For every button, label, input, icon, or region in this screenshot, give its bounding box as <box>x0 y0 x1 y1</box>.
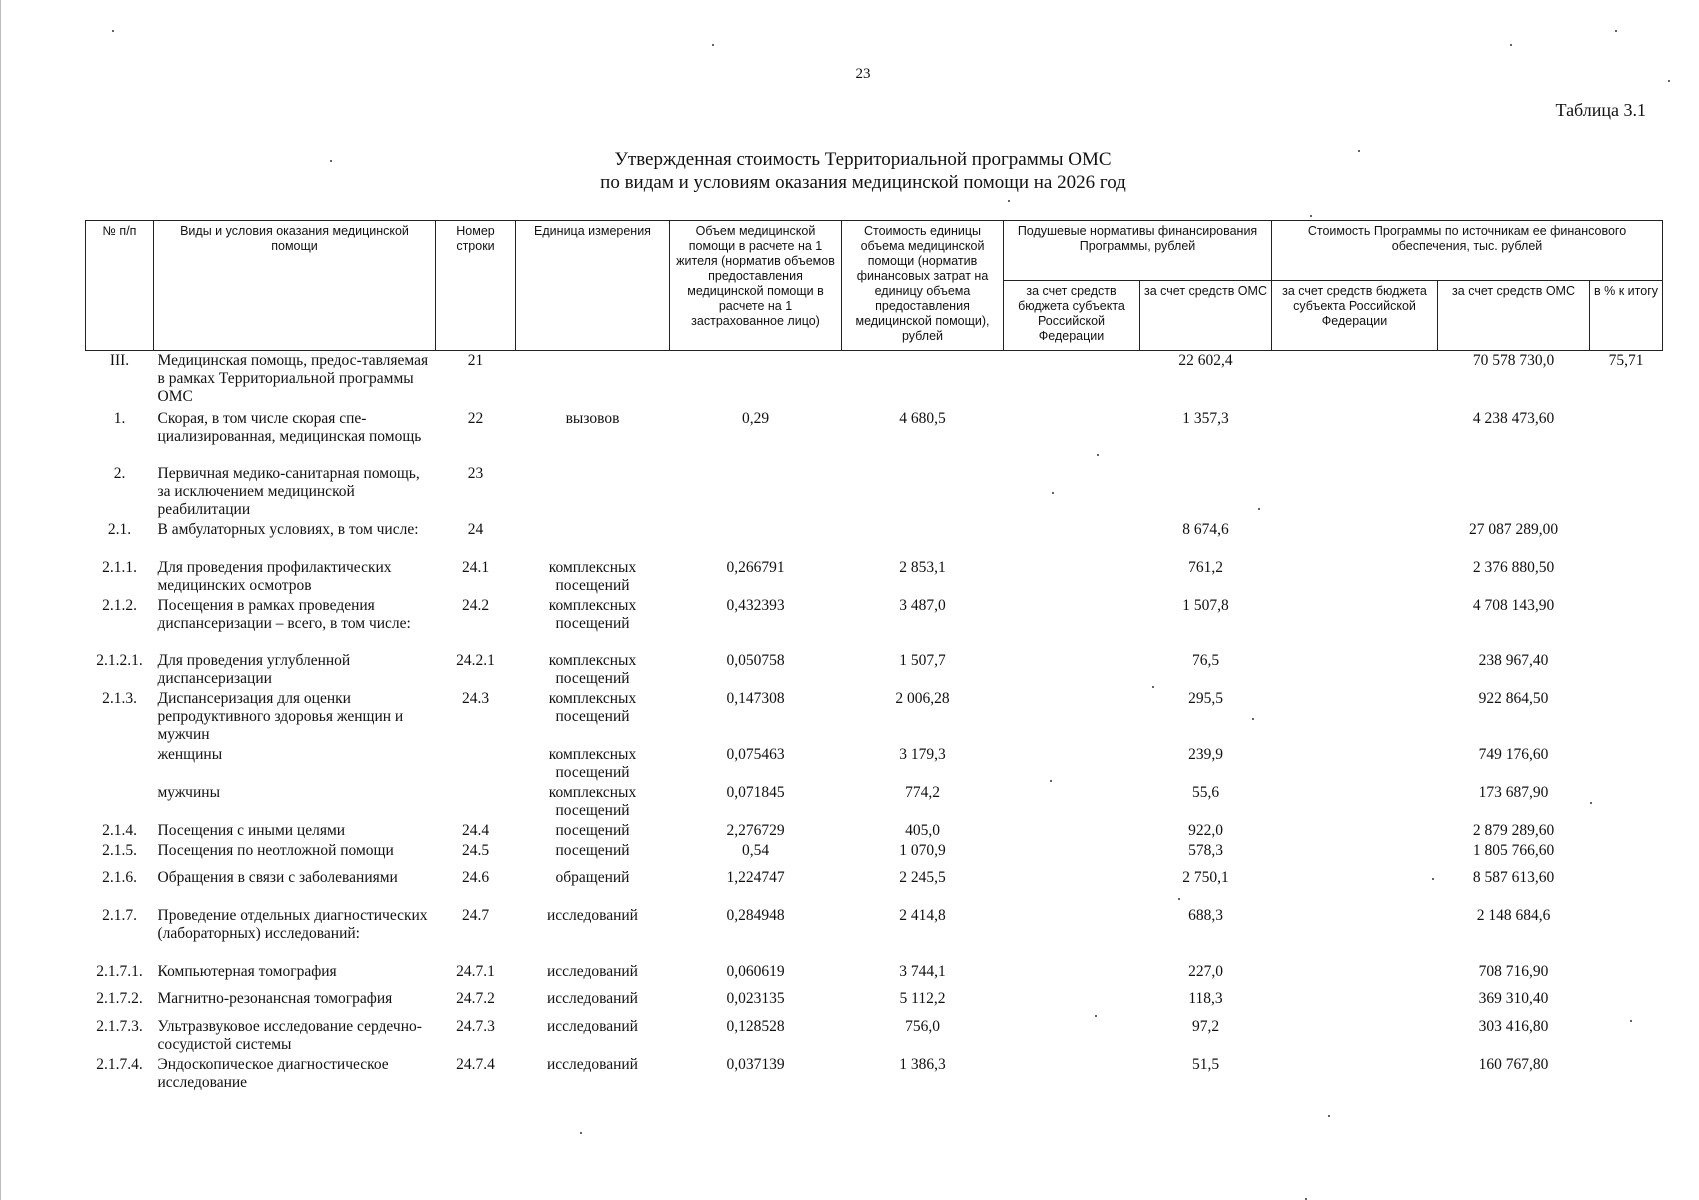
row-name-cell: Скорая, в том числе скорая спе-циализированная, медицинская помощь <box>157 409 422 445</box>
row-name-cell: Магнитно-резонансная томография <box>157 989 393 1007</box>
table-row <box>86 906 1663 962</box>
row-per-capita-budget-cell <box>1004 351 1140 409</box>
row-program-oms-cell: 922 864,50 <box>1478 689 1549 707</box>
row-code-cell: 24.6 <box>461 868 490 886</box>
row-percent-cell <box>1590 745 1663 783</box>
row-code-cell: 24.4 <box>461 821 490 839</box>
row-number-cell <box>86 745 154 783</box>
table-row <box>86 1055 1663 1093</box>
row-program-budget-cell <box>1272 1017 1438 1055</box>
scan-speck <box>1008 200 1010 202</box>
row-program-budget-cell <box>1272 351 1438 409</box>
scan-speck <box>1328 1115 1330 1117</box>
row-per-capita-oms-cell: 578,3 <box>1188 841 1223 859</box>
row-code-cell: 24.7.2 <box>456 989 495 1007</box>
row-number-cell: 2.1.7.3. <box>96 1017 143 1035</box>
scan-speck <box>1152 686 1154 688</box>
row-per-capita-budget-cell <box>1004 821 1140 841</box>
table-header <box>86 221 1663 351</box>
row-program-oms-cell: 160 767,80 <box>1478 1055 1549 1073</box>
row-unit-cost-cell: 774,2 <box>905 783 940 801</box>
row-number-cell: 2.1.3. <box>102 689 137 707</box>
row-per-capita-oms-cell: 227,0 <box>1188 962 1223 980</box>
row-number-cell: 2.1.6. <box>102 868 137 886</box>
row-program-oms-cell <box>1438 464 1590 520</box>
row-code-cell <box>436 745 516 783</box>
header-kind: Виды и условия оказания медицинской помощи <box>154 221 436 351</box>
row-name-cell: Диспансеризация для оценки репродуктивного здоровья женщин и мужчин <box>157 689 404 743</box>
row-number-cell <box>86 783 154 821</box>
row-per-capita-oms-cell: 239,9 <box>1188 745 1223 763</box>
header-row-no: Номер строки <box>436 221 516 351</box>
row-program-budget-cell <box>1272 745 1438 783</box>
scan-speck <box>1432 878 1434 880</box>
row-program-oms-cell: 70 578 730,0 <box>1472 352 1555 369</box>
scan-speck <box>1252 718 1254 720</box>
row-program-budget-cell <box>1272 464 1438 520</box>
row-unit-cost-cell <box>842 520 1004 558</box>
row-program-budget-cell <box>1272 841 1438 868</box>
row-unit-cost-cell: 4 680,5 <box>899 409 946 427</box>
row-program-budget-cell <box>1272 689 1438 745</box>
row-per-capita-oms-cell: 22 602,4 <box>1178 352 1233 369</box>
header-cost-unit: Стоимость единицы объема медицинской помощи (норматив финансовых затрат на единицу объема предоставления медицинской помощи), рублей <box>842 221 1004 351</box>
row-percent-cell <box>1590 841 1663 868</box>
row-per-capita-oms-cell: 688,3 <box>1188 906 1223 924</box>
table-row <box>86 520 1663 558</box>
row-percent-cell <box>1590 689 1663 745</box>
row-program-oms-cell: 2 376 880,50 <box>1472 558 1555 576</box>
scan-speck <box>1590 802 1592 804</box>
cost-table <box>85 220 1663 1093</box>
row-percent-cell <box>1590 821 1663 841</box>
row-number-cell: 1. <box>113 409 126 427</box>
row-per-capita-oms-cell: 55,6 <box>1191 783 1220 801</box>
scan-speck <box>1178 898 1180 900</box>
row-unit-cost-cell: 3 744,1 <box>899 962 946 980</box>
table-row <box>86 821 1663 841</box>
table-row <box>86 745 1663 783</box>
row-name-cell: Для проведения углубленной диспансеризации <box>157 651 351 687</box>
row-volume-cell: 0,050758 <box>726 651 785 669</box>
row-volume-cell: 0,432393 <box>726 596 785 614</box>
row-volume-cell: 0,29 <box>741 409 770 427</box>
header-per-capita: Подушевые нормативы финансирования Программы, рублей <box>1004 221 1272 281</box>
header-per-capita-budget: за счет средств бюджета субъекта Российской Федерации <box>1004 281 1140 351</box>
row-per-capita-oms-cell: 97,2 <box>1191 1017 1220 1035</box>
row-name-cell: Посещения по неотложной помощи <box>157 841 394 859</box>
row-percent-cell <box>1590 520 1663 558</box>
row-program-oms-cell: 4 708 143,90 <box>1472 596 1555 614</box>
table-row <box>86 868 1663 906</box>
table-row <box>86 596 1663 651</box>
row-per-capita-oms-cell: 1 357,3 <box>1182 409 1229 427</box>
header-per-capita-oms: за счет средств ОМС <box>1140 281 1272 351</box>
row-volume-cell: 1,224747 <box>726 868 785 886</box>
row-percent-cell <box>1590 558 1663 596</box>
row-volume-cell: 0,284948 <box>726 906 785 924</box>
scan-speck <box>1358 150 1360 152</box>
scan-speck <box>112 30 114 32</box>
row-program-oms-cell: 1 805 766,60 <box>1472 841 1555 859</box>
row-name-cell: Компьютерная томография <box>157 962 337 980</box>
scan-speck <box>1310 215 1312 217</box>
row-per-capita-oms-cell <box>1140 464 1272 520</box>
row-code-cell: 23 <box>467 464 484 482</box>
row-code-cell: 24.2.1 <box>456 651 495 669</box>
row-program-oms-cell: 2 148 684,6 <box>1476 906 1551 924</box>
row-number-cell: III. <box>109 352 130 369</box>
row-name-cell: женщины <box>157 745 223 763</box>
row-code-cell: 24.7 <box>461 906 490 924</box>
table-row <box>86 351 1663 409</box>
row-unit-cell <box>516 351 670 409</box>
row-code-cell: 22 <box>467 409 484 427</box>
row-unit-cell: исследований <box>547 1055 638 1073</box>
scan-speck <box>1052 492 1054 494</box>
row-program-oms-cell: 2 879 289,60 <box>1472 821 1555 839</box>
title-line-2: по видам и условиям оказания медицинской помощи на 2026 год <box>600 172 1126 193</box>
row-unit-cell <box>516 464 670 520</box>
row-per-capita-budget-cell <box>1004 1017 1140 1055</box>
table-row <box>86 651 1663 689</box>
scan-speck <box>330 160 332 162</box>
row-code-cell: 24.3 <box>461 689 490 707</box>
row-unit-cell: комплексных посещений <box>548 558 637 594</box>
row-unit-cost-cell: 2 245,5 <box>899 868 946 886</box>
row-name-cell: Посещения в рамках проведения диспансеризации – всего, в том числе: <box>157 596 411 632</box>
title-line-1: Утвержденная стоимость Территориальной программы ОМС <box>614 149 1112 170</box>
row-per-capita-budget-cell <box>1004 409 1140 464</box>
row-unit-cell: комплексных посещений <box>548 689 637 725</box>
row-volume-cell: 0,037139 <box>726 1055 785 1073</box>
row-code-cell: 24.1 <box>461 558 490 576</box>
scan-speck <box>712 44 714 46</box>
row-program-budget-cell <box>1272 651 1438 689</box>
row-percent-cell <box>1590 962 1663 989</box>
row-code-cell: 24 <box>467 520 484 538</box>
row-program-oms-cell: 173 687,90 <box>1478 783 1549 801</box>
row-program-oms-cell: 708 716,90 <box>1478 962 1549 980</box>
row-percent-cell <box>1590 989 1663 1017</box>
row-per-capita-oms-cell: 8 674,6 <box>1182 520 1229 538</box>
row-unit-cost-cell: 3 179,3 <box>899 745 946 763</box>
row-per-capita-budget-cell <box>1004 841 1140 868</box>
scan-speck <box>1615 30 1617 32</box>
scan-speck <box>1630 1020 1632 1022</box>
row-volume-cell: 0,060619 <box>726 962 785 980</box>
row-unit-cost-cell: 756,0 <box>905 1017 940 1035</box>
row-code-cell: 24.7.4 <box>456 1055 495 1073</box>
row-unit-cell: вызовов <box>565 409 620 427</box>
row-name-cell: Проведение отдельных диагностических (лабораторных) исследований: <box>157 906 428 942</box>
row-unit-cell: исследований <box>547 1017 638 1035</box>
scan-speck <box>1258 508 1260 510</box>
header-program-cost-oms: за счет средств ОМС <box>1438 281 1590 351</box>
row-code-cell: 21 <box>467 352 484 369</box>
row-per-capita-oms-cell: 761,2 <box>1188 558 1223 576</box>
row-program-oms-cell: 8 587 613,60 <box>1472 868 1555 886</box>
row-number-cell: 2.1.2. <box>102 596 137 614</box>
row-name-cell: В амбулаторных условиях, в том числе: <box>157 520 419 538</box>
row-name-cell: Обращения в связи с заболеваниями <box>157 868 398 886</box>
row-program-budget-cell <box>1272 906 1438 962</box>
row-percent-cell <box>1590 868 1663 906</box>
row-volume-cell: 0,54 <box>741 841 770 859</box>
row-per-capita-budget-cell <box>1004 962 1140 989</box>
table-row <box>86 841 1663 868</box>
row-per-capita-oms-cell: 2 750,1 <box>1182 868 1229 886</box>
row-program-budget-cell <box>1272 1055 1438 1093</box>
row-volume-cell: 0,128528 <box>726 1017 785 1035</box>
row-unit-cost-cell <box>842 464 1004 520</box>
row-number-cell: 2.1.7.4. <box>96 1055 143 1073</box>
row-per-capita-budget-cell <box>1004 868 1140 906</box>
row-name-cell: Эндоскопическое диагностическое исследование <box>157 1055 389 1091</box>
row-unit-cell: комплексных посещений <box>548 783 637 819</box>
table-row <box>86 558 1663 596</box>
row-percent-cell <box>1590 409 1663 464</box>
row-unit-cost-cell: 1 386,3 <box>899 1055 946 1073</box>
row-per-capita-budget-cell <box>1004 1055 1140 1093</box>
table-row <box>86 989 1663 1017</box>
row-per-capita-budget-cell <box>1004 558 1140 596</box>
row-volume-cell <box>670 464 842 520</box>
table-body <box>86 351 1663 1093</box>
header-num: № п/п <box>86 221 154 351</box>
row-name-cell: Для проведения профилактических медицинских осмотров <box>157 558 392 594</box>
document-title <box>0 148 1699 194</box>
header-unit: Единица измерения <box>516 221 670 351</box>
row-unit-cell: посещений <box>555 841 630 859</box>
page-number: 23 <box>855 66 871 82</box>
table-row <box>86 962 1663 989</box>
row-per-capita-budget-cell <box>1004 906 1140 962</box>
row-program-budget-cell <box>1272 868 1438 906</box>
scan-speck <box>580 1132 582 1134</box>
row-program-budget-cell <box>1272 783 1438 821</box>
row-unit-cost-cell: 3 487,0 <box>899 596 946 614</box>
scan-speck <box>1668 80 1670 82</box>
row-name-cell: Ультразвуковое исследование сердечно-сосудистой системы <box>157 1017 422 1053</box>
row-number-cell: 2.1.7. <box>102 906 137 924</box>
scan-speck <box>1095 1015 1097 1017</box>
row-name-cell: мужчины <box>157 783 220 801</box>
row-unit-cell: комплексных посещений <box>548 596 637 632</box>
table-row <box>86 1017 1663 1055</box>
row-volume-cell: 0,147308 <box>726 689 785 707</box>
row-per-capita-budget-cell <box>1004 520 1140 558</box>
header-program-cost-budget: за счет средств бюджета субъекта Российской Федерации <box>1272 281 1438 351</box>
row-code-cell <box>436 783 516 821</box>
row-percent-cell <box>1590 464 1663 520</box>
row-volume-cell: 0,266791 <box>726 558 785 576</box>
scan-speck <box>1097 454 1099 456</box>
row-code-cell: 24.5 <box>461 841 490 859</box>
row-percent-cell <box>1590 906 1663 962</box>
row-program-budget-cell <box>1272 596 1438 651</box>
scan-speck <box>1510 44 1512 46</box>
row-program-oms-cell: 4 238 473,60 <box>1472 409 1555 427</box>
row-percent-cell <box>1590 651 1663 689</box>
row-volume-cell <box>670 520 842 558</box>
row-number-cell: 2.1.4. <box>102 821 137 839</box>
row-number-cell: 2.1.7.1. <box>96 962 143 980</box>
row-program-budget-cell <box>1272 558 1438 596</box>
row-per-capita-oms-cell: 1 507,8 <box>1182 596 1229 614</box>
row-unit-cost-cell <box>842 351 1004 409</box>
row-program-oms-cell: 238 967,40 <box>1478 651 1549 669</box>
row-per-capita-budget-cell <box>1004 745 1140 783</box>
row-program-budget-cell <box>1272 962 1438 989</box>
row-percent-cell <box>1590 1055 1663 1093</box>
row-unit-cell: комплексных посещений <box>548 745 637 781</box>
row-number-cell: 2.1.5. <box>102 841 137 859</box>
row-percent-cell <box>1590 783 1663 821</box>
row-program-budget-cell <box>1272 989 1438 1017</box>
row-name-cell: Медицинская помощь, предос-тавляемая в рамках Территориальной программы ОМС <box>157 352 429 405</box>
row-percent-cell <box>1590 1017 1663 1055</box>
row-volume-cell: 0,075463 <box>726 745 785 763</box>
row-number-cell: 2.1.7.2. <box>96 989 143 1007</box>
row-program-budget-cell <box>1272 821 1438 841</box>
table-row <box>86 409 1663 464</box>
row-program-budget-cell <box>1272 520 1438 558</box>
row-per-capita-budget-cell <box>1004 989 1140 1017</box>
row-unit-cell: посещений <box>555 821 630 839</box>
row-unit-cell: исследований <box>547 989 638 1007</box>
row-unit-cost-cell: 405,0 <box>905 821 940 839</box>
row-unit-cost-cell: 5 112,2 <box>899 989 946 1007</box>
row-per-capita-oms-cell: 51,5 <box>1191 1055 1220 1073</box>
row-unit-cost-cell: 2 414,8 <box>899 906 946 924</box>
row-code-cell: 24.7.1 <box>456 962 495 980</box>
row-program-oms-cell: 749 176,60 <box>1478 745 1549 763</box>
row-code-cell: 24.7.3 <box>456 1017 495 1035</box>
row-unit-cost-cell: 2 853,1 <box>899 558 946 576</box>
row-unit-cost-cell: 1 507,7 <box>899 651 946 669</box>
row-number-cell: 2.1. <box>107 520 132 538</box>
row-unit-cost-cell: 1 070,9 <box>899 841 946 859</box>
table-row <box>86 464 1663 520</box>
row-unit-cell: комплексных посещений <box>548 651 637 687</box>
row-unit-cell: обращений <box>555 868 630 886</box>
row-percent-cell: 75,71 <box>1608 352 1644 369</box>
row-per-capita-budget-cell <box>1004 651 1140 689</box>
row-volume-cell: 0,071845 <box>726 783 785 801</box>
row-program-oms-cell: 303 416,80 <box>1478 1017 1549 1035</box>
row-unit-cost-cell: 2 006,28 <box>895 689 950 707</box>
row-program-oms-cell: 27 087 289,00 <box>1468 520 1559 538</box>
row-per-capita-budget-cell <box>1004 783 1140 821</box>
row-name-cell: Первичная медико-санитарная помощь, за исключением медицинской реабилитации <box>157 464 420 518</box>
row-per-capita-budget-cell <box>1004 596 1140 651</box>
header-volume: Объем медицинской помощи в расчете на 1 жителя (норматив объемов предоставления медицинской помощи в расчете на 1 застрахованное лицо) <box>670 221 842 351</box>
table-label: Таблица 3.1 <box>1555 100 1646 120</box>
row-program-budget-cell <box>1272 409 1438 464</box>
row-program-oms-cell: 369 310,40 <box>1478 989 1549 1007</box>
row-number-cell: 2.1.2.1. <box>96 651 143 669</box>
row-code-cell: 24.2 <box>461 596 490 614</box>
row-unit-cell <box>516 520 670 558</box>
table-row <box>86 689 1663 745</box>
row-per-capita-oms-cell: 922,0 <box>1188 821 1223 839</box>
row-number-cell: 2. <box>113 464 126 482</box>
row-percent-cell <box>1590 596 1663 651</box>
header-program-cost: Стоимость Программы по источникам ее финансового обеспечения, тыс. рублей <box>1272 221 1663 281</box>
row-per-capita-budget-cell <box>1004 464 1140 520</box>
row-per-capita-oms-cell: 118,3 <box>1188 989 1223 1007</box>
row-unit-cell: исследований <box>547 962 638 980</box>
row-per-capita-oms-cell: 295,5 <box>1188 689 1223 707</box>
row-per-capita-budget-cell <box>1004 689 1140 745</box>
row-volume-cell: 0,023135 <box>726 989 785 1007</box>
row-volume-cell <box>670 351 842 409</box>
header-percent: в % к итогу <box>1590 281 1663 351</box>
row-volume-cell: 2,276729 <box>726 821 785 839</box>
row-unit-cell: исследований <box>547 906 638 924</box>
row-name-cell: Посещения с иными целями <box>157 821 346 839</box>
table-row <box>86 783 1663 821</box>
row-per-capita-oms-cell: 76,5 <box>1191 651 1220 669</box>
scan-speck <box>1050 780 1052 782</box>
row-number-cell: 2.1.1. <box>102 558 137 576</box>
